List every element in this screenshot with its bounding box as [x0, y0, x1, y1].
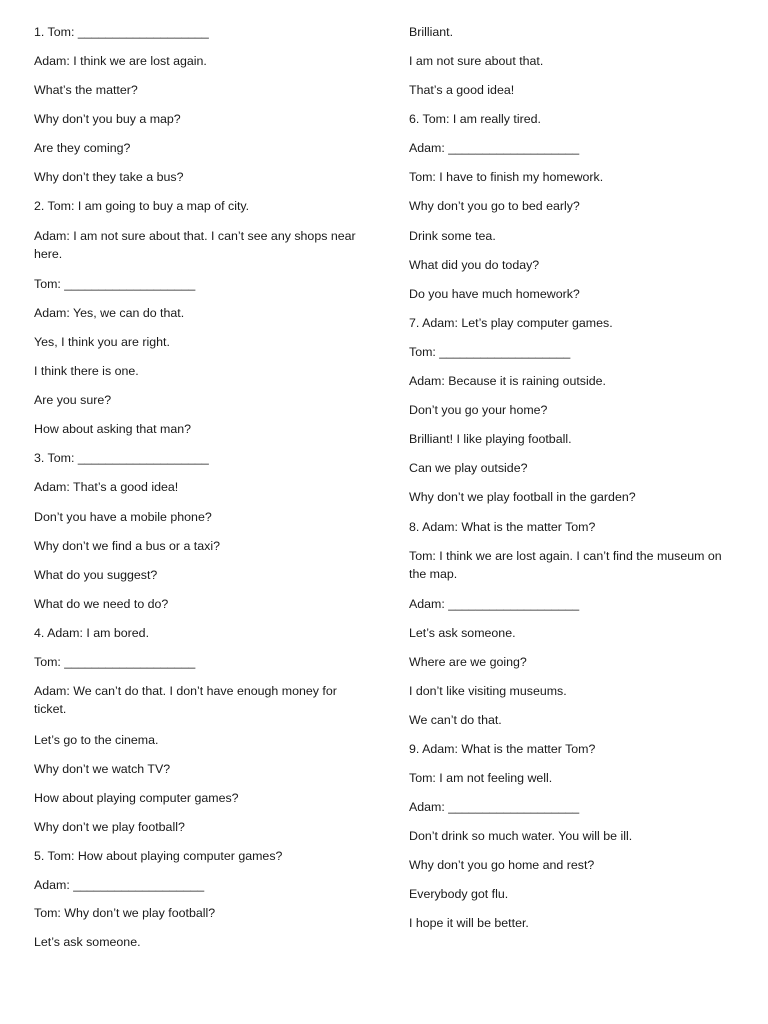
exercise-line: Brilliant.	[409, 25, 454, 39]
exercise-line: Don’t you have a mobile phone?	[34, 510, 212, 524]
exercise-line: Tom: Why don’t we play football?	[34, 906, 216, 920]
exercise-line: Tom: I am not feeling well.	[409, 771, 553, 785]
exercise-line: Brilliant! I like playing football.	[409, 432, 572, 446]
exercise-line: Adam: I am not sure about that. I can’t see any shops near here.	[34, 229, 356, 261]
exercise-line: Where are we going?	[409, 655, 527, 669]
exercise-line: What do we need to do?	[34, 597, 169, 611]
exercise-line: 4. Adam: I am bored.	[34, 626, 150, 640]
exercise-line: What’s the matter?	[34, 83, 138, 97]
exercise-line: Adam: ___________________	[409, 141, 580, 155]
exercise-line: Are they coming?	[34, 141, 131, 155]
exercise-line: Adam: I think we are lost again.	[34, 54, 207, 68]
exercise-line: 2. Tom: I am going to buy a map of city.	[34, 199, 250, 213]
exercise-line: I hope it will be better.	[409, 916, 529, 930]
exercise-line: How about playing computer games?	[34, 791, 239, 805]
exercise-line: Why don’t we play football in the garden?	[409, 490, 636, 504]
exercise-line: Everybody got flu.	[409, 887, 509, 901]
exercise-line: Don’t drink so much water. You will be ill.	[409, 829, 633, 843]
exercise-line: I think there is one.	[34, 364, 139, 378]
exercise-line: 6. Tom: I am really tired.	[409, 112, 541, 126]
exercise-line: 5. Tom: How about playing computer games?	[34, 849, 283, 863]
exercise-line: Do you have much homework?	[409, 287, 580, 301]
exercise-line: Adam: Yes, we can do that.	[34, 306, 185, 320]
exercise-line: Why don’t we watch TV?	[34, 762, 171, 776]
exercise-line: That’s a good idea!	[409, 83, 515, 97]
exercise-line: Adam: ___________________	[409, 597, 580, 611]
exercise-line: Tom: ___________________	[34, 277, 196, 291]
exercise-line: Adam: Because it is raining outside.	[409, 374, 606, 388]
exercise-line: Yes, I think you are right.	[34, 335, 170, 349]
exercise-line: Adam: We can’t do that. I don’t have enough money for ticket.	[34, 684, 337, 716]
exercise-line: What did you do today?	[409, 258, 540, 272]
exercise-line: Tom: ___________________	[409, 345, 571, 359]
exercise-line: Why don’t we find a bus or a taxi?	[34, 539, 220, 553]
exercise-line: Adam: That’s a good idea!	[34, 480, 179, 494]
exercise-line: What do you suggest?	[34, 568, 158, 582]
exercise-line: 7. Adam: Let’s play computer games.	[409, 316, 613, 330]
exercise-line: We can’t do that.	[409, 713, 502, 727]
exercise-line: Why don’t they take a bus?	[34, 170, 184, 184]
exercise-line: Why don’t you buy a map?	[34, 112, 181, 126]
exercise-line: Tom: I think we are lost again. I can’t find the museum on the map.	[409, 549, 722, 581]
exercise-line: Drink some tea.	[409, 229, 496, 243]
exercise-line: I don’t like visiting museums.	[409, 684, 567, 698]
exercise-line: Why don’t we play football?	[34, 820, 185, 834]
exercise-line: 8. Adam: What is the matter Tom?	[409, 520, 596, 534]
exercise-line: Why don’t you go to bed early?	[409, 199, 580, 213]
exercise-line: 9. Adam: What is the matter Tom?	[409, 742, 596, 756]
exercise-line: Adam: ___________________	[34, 878, 205, 892]
exercise-line: Let’s ask someone.	[34, 935, 141, 949]
exercise-line: 3. Tom: ___________________	[34, 451, 209, 465]
exercise-line: Tom: I have to finish my homework.	[409, 170, 604, 184]
exercise-line: Let’s ask someone.	[409, 626, 516, 640]
exercise-line: Are you sure?	[34, 393, 112, 407]
exercise-line: Tom: ___________________	[34, 655, 196, 669]
exercise-line: Why don’t you go home and rest?	[409, 858, 595, 872]
exercise-line: 1. Tom: ___________________	[34, 25, 209, 39]
exercise-line: Can we play outside?	[409, 461, 528, 475]
exercise-line: Let’s go to the cinema.	[34, 733, 159, 747]
exercise-line: Don’t you go your home?	[409, 403, 548, 417]
exercise-line: How about asking that man?	[34, 422, 192, 436]
exercise-line: I am not sure about that.	[409, 54, 544, 68]
exercise-line: Adam: ___________________	[409, 800, 580, 814]
